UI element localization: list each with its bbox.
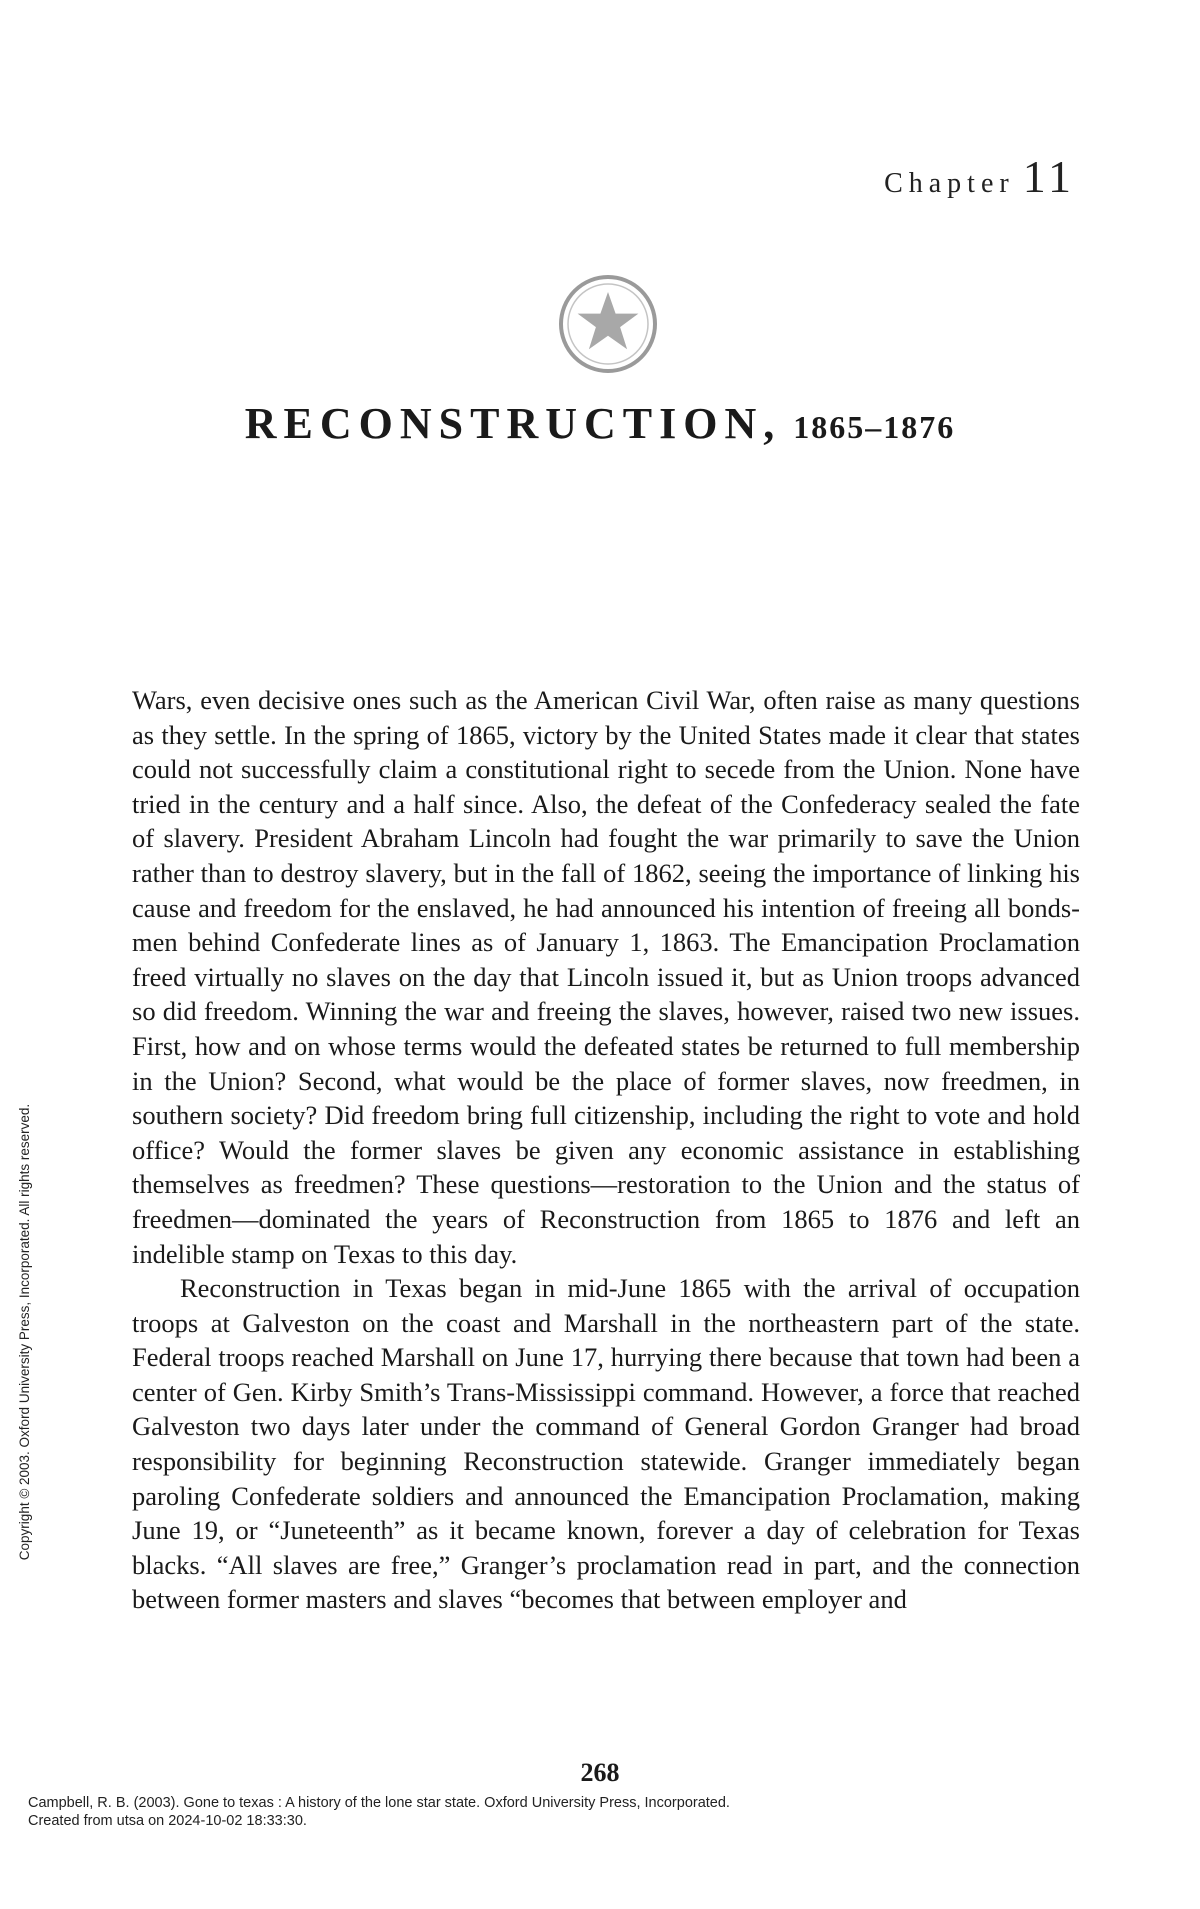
chapter-label xyxy=(884,150,1075,203)
paragraph-1: Wars, even decisive ones such as the American Civil War, often raise as many questions as they settle. In the spring of 1865, victory by the United States made it clear that states could not successfully claim a constitutional right to secede from the Union. None have tried in the century and a half since. Also, the defeat of the Confederacy sealed the fate of slavery. President Abraham Lincoln had fought the war primarily to save the Union rather than to destroy slavery, but in the fall of 1862, seeing the importance of linking his cause and freedom for the enslaved, he had announced his intention of freeing all bondsmen behind Confederate lines as of January 1, 1863. The Emancipation Proclamation freed virtually no slaves on the day that Lincoln issued it, but as Union troops advanced so did freedom. Winning the war and freeing the slaves, however, raised two new issues. First, how and on whose terms would the defeated states be returned to full membership in the Union? Second, what would be the place of former slaves, now freedmen, in southern society? Did freedom bring full citizenship, including the right to vote and hold office? Would the former slaves be given any economic assistance in establishing themselves as freedmen? These questions—restoration to the Union and the status of freedmen—dominated the years of Reconstruction from 1865 to 1876 and left an indelible stamp on Texas to this day. xyxy=(132,685,1080,1269)
citation-footer xyxy=(28,1794,730,1830)
paragraph-2: Reconstruction in Texas began in mid-June 1865 with the arrival of occupation troops at Galveston on the coast and Marshall in the northeastern part of the state. Federal troops reached Marshall on June 17, hurrying there because that town had been a center of Gen. Kirby Smith’s Trans-Mississippi command. However, a force that reached Galveston two days later under the command of General Gordon Granger had broad responsibility for beginning Reconstruction statewide. Granger immediately began paroling Confederate soldiers and announced the Emancipation Proclamation, making June 19, or “Juneteenth” as it became known, forever a day of celebration for Texas blacks. “All slaves are free,” Granger’s proclamation read in part, and the connection between former masters and slaves “becomes that between employer and xyxy=(132,1273,1080,1615)
chapter-title xyxy=(0,398,1200,449)
chapter-title-main: RECONSTRUCTION, xyxy=(244,399,782,448)
star-circle-icon xyxy=(556,272,660,376)
page-number: 268 xyxy=(580,1758,620,1787)
chapter-number: 11 xyxy=(1022,151,1075,202)
body-text xyxy=(132,683,1080,1617)
citation-line-2: Created from utsa on 2024-10-02 18:33:30. xyxy=(28,1813,307,1829)
chapter-word: Chapter xyxy=(884,168,1015,199)
chapter-title-years: 1865–1876 xyxy=(793,409,956,445)
copyright-text: Copyright © 2003. Oxford University Press, Incorporated. All rights reserved. xyxy=(17,1103,32,1561)
citation-line-1: Campbell, R. B. (2003). Gone to texas : A history of the lone star state. Oxford University Press, Incorporated. xyxy=(28,1795,730,1811)
side-copyright-notice xyxy=(17,1061,32,1561)
